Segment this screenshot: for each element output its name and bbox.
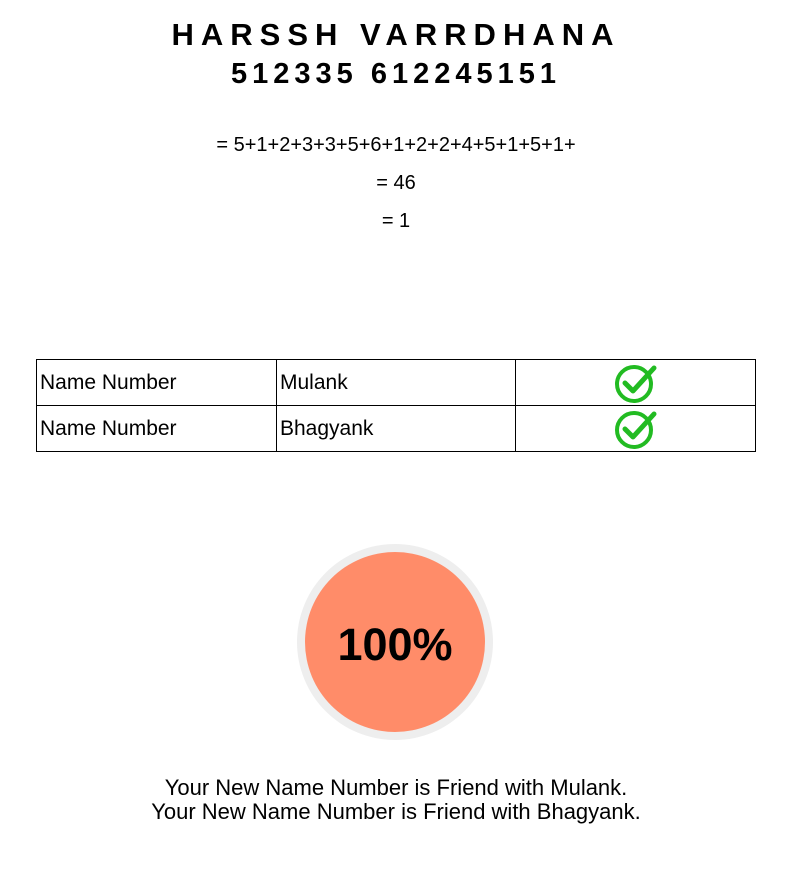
gauge-percent-label: 100% [337, 619, 453, 670]
name-digits: 512335 612245151 [231, 58, 561, 90]
sum-expression: = 5+1+2+3+3+5+6+1+2+2+4+5+1+5+1+ [216, 134, 576, 156]
result-table [36, 359, 756, 452]
row-status [516, 360, 756, 406]
row-status [516, 406, 756, 452]
row-label: Name Number [37, 406, 277, 452]
check-circle-icon [613, 361, 659, 405]
gauge-fill [305, 552, 485, 732]
table-row [37, 360, 756, 406]
compatibility-gauge [297, 544, 493, 740]
bhagyank-message: Your New Name Number is Friend with Bhagyank. [151, 799, 641, 824]
table-row [37, 406, 756, 452]
sum-total: = 46 [376, 172, 416, 194]
row-type: Mulank [277, 360, 516, 406]
row-type: Bhagyank [277, 406, 516, 452]
check-circle-icon [613, 407, 659, 451]
name-title: HARSSH VARRDHANA [171, 17, 621, 52]
mulank-message: Your New Name Number is Friend with Mulank. [164, 775, 628, 800]
sum-reduced: = 1 [381, 210, 411, 232]
row-label: Name Number [37, 360, 277, 406]
